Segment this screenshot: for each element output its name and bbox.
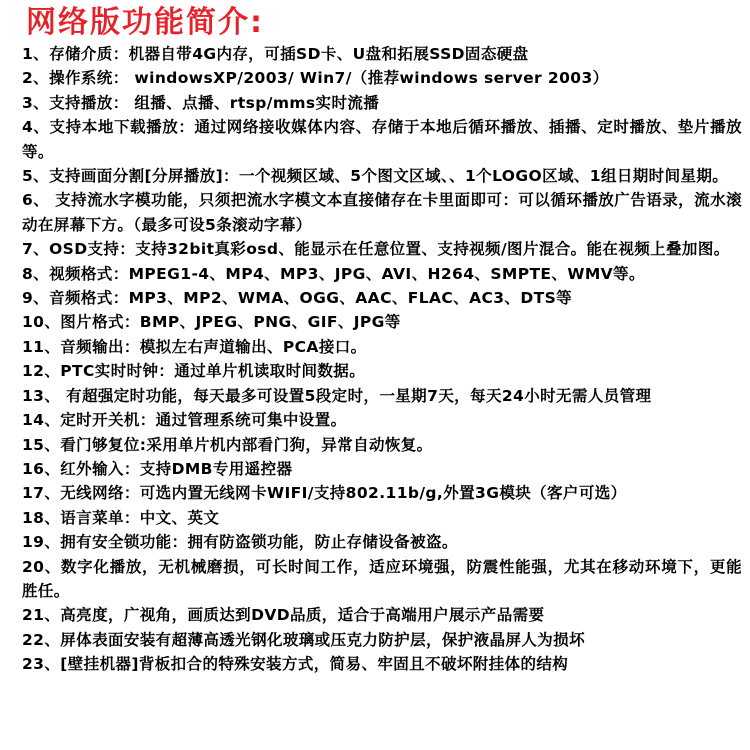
feature-text: 音频格式：MP3、MP2、WMA、OGG、AAC、FLAC、AC3、DTS等 bbox=[49, 289, 573, 308]
feature-text: 高亮度，广视角，画质达到DVD品质，适合于高端用户展示产品需要 bbox=[60, 606, 545, 625]
feature-text: 音频输出：模拟左右声道输出、PCA接口。 bbox=[60, 337, 367, 356]
feature-number: 12、 bbox=[22, 362, 61, 381]
feature-number: 17、 bbox=[22, 484, 61, 503]
feature-text: 有超强定时功能，每天最多可设置5段定时，一星期7天，每天24小时无需人员管理 bbox=[60, 386, 652, 405]
feature-number: 8、 bbox=[22, 264, 50, 283]
feature-number: 18、 bbox=[22, 508, 61, 527]
feature-text: PTC实时时钟：通过单片机读取时间数据。 bbox=[60, 362, 366, 381]
feature-item bbox=[22, 91, 742, 115]
feature-item bbox=[22, 481, 742, 505]
feature-text: 语言菜单：中文、英文 bbox=[60, 508, 220, 527]
feature-text: 图片格式：BMP、JPEG、PNG、GIF、JPG等 bbox=[60, 313, 401, 332]
feature-number: 9、 bbox=[22, 289, 50, 308]
feature-number: 20、 bbox=[22, 557, 61, 576]
feature-item bbox=[22, 188, 742, 237]
feature-item bbox=[22, 164, 742, 188]
feature-list bbox=[22, 42, 742, 677]
feature-text: 存储介质：机器自带4G内存，可插SD卡、U盘和拓展SSD固态硬盘 bbox=[49, 45, 529, 63]
feature-number: 1、 bbox=[22, 45, 50, 63]
feature-item bbox=[22, 555, 742, 604]
feature-item bbox=[22, 262, 742, 286]
feature-item bbox=[22, 115, 742, 164]
feature-number: 15、 bbox=[22, 435, 61, 454]
feature-item bbox=[22, 628, 742, 652]
feature-number: 11、 bbox=[22, 337, 61, 356]
feature-text: [壁挂机器]背板扣合的特殊安装方式，简易、牢固且不破坏附挂体的结构 bbox=[60, 655, 569, 674]
feature-number: 23、 bbox=[22, 655, 61, 674]
feature-text: 无线网络：可选内置无线网卡WIFI/支持802.11b/g,外置3G模块（客户可选） bbox=[60, 484, 627, 503]
feature-number: 13、 bbox=[22, 386, 61, 405]
feature-number: 7、 bbox=[22, 240, 50, 259]
feature-number: 6、 bbox=[22, 191, 50, 210]
feature-item bbox=[22, 310, 742, 334]
feature-item bbox=[22, 652, 742, 676]
feature-text: 屏体表面安装有超薄高透光钢化玻璃或压克力防护层，保护液晶屏人为损坏 bbox=[60, 630, 585, 649]
feature-number: 4、 bbox=[22, 118, 50, 137]
feature-item bbox=[22, 506, 742, 530]
feature-text: 数字化播放，无机械磨损，可长时间工作，适应环境强，防震性能强，尤其在移动环境下，更能胜任。 bbox=[22, 557, 742, 600]
feature-number: 19、 bbox=[22, 533, 61, 552]
feature-item bbox=[22, 237, 742, 261]
feature-number: 14、 bbox=[22, 411, 61, 430]
feature-item bbox=[22, 286, 742, 310]
feature-item bbox=[22, 603, 742, 627]
feature-text: 视频格式：MPEG1-4、MP4、MP3、JPG、AVI、H264、SMPTE、WMV等。 bbox=[49, 264, 645, 283]
feature-item bbox=[22, 457, 742, 481]
feature-item bbox=[22, 408, 742, 432]
feature-item bbox=[22, 42, 742, 66]
feature-number: 2、 bbox=[22, 69, 50, 88]
feature-text: 支持流水字模功能，只须把流水字模文本直接储存在卡里面即可：可以循环播放广告语录，流水滚动在屏幕下方。（最多可设5条滚动字幕） bbox=[22, 191, 743, 234]
feature-item bbox=[22, 530, 742, 554]
feature-text: 支持画面分割[分屏播放]：一个视频区域、5个图文区域、、1个LOGO区域、1组日期时间星期。 bbox=[49, 167, 729, 186]
feature-item bbox=[22, 335, 742, 359]
feature-text: 拥有安全锁功能：拥有防盗锁功能，防止存储设备被盗。 bbox=[60, 533, 458, 552]
feature-item bbox=[22, 433, 742, 457]
feature-number: 16、 bbox=[22, 459, 61, 478]
feature-item bbox=[22, 359, 742, 383]
feature-text: OSD支持：支持32bit真彩osd、能显示在任意位置、支持视频/图片混合。能在视频上叠加图。 bbox=[49, 240, 730, 259]
feature-item bbox=[22, 384, 742, 408]
feature-number: 3、 bbox=[22, 93, 50, 112]
feature-text: 定时开关机：通过管理系统可集中设置。 bbox=[60, 411, 347, 430]
feature-number: 22、 bbox=[22, 630, 61, 649]
feature-text: 支持本地下载播放：通过网络接收媒体内容、存储于本地后循环播放、插播、定时播放、垫片播放等。 bbox=[22, 118, 743, 161]
feature-text: 支持播放： 组播、点播、rtsp/mms实时流播 bbox=[49, 93, 380, 112]
feature-number: 21、 bbox=[22, 606, 61, 625]
feature-number: 10、 bbox=[22, 313, 61, 332]
feature-text: 操作系统： windowsXP/2003/ Win7/（推荐windows server 2003） bbox=[49, 69, 609, 88]
feature-number: 5、 bbox=[22, 167, 50, 186]
feature-text: 看门够复位:采用单片机内部看门狗，异常自动恢复。 bbox=[60, 435, 433, 454]
feature-item bbox=[22, 66, 742, 90]
feature-text: 红外输入：支持DMB专用遥控器 bbox=[60, 459, 293, 478]
page-title: 网络版功能简介: bbox=[26, 5, 264, 40]
